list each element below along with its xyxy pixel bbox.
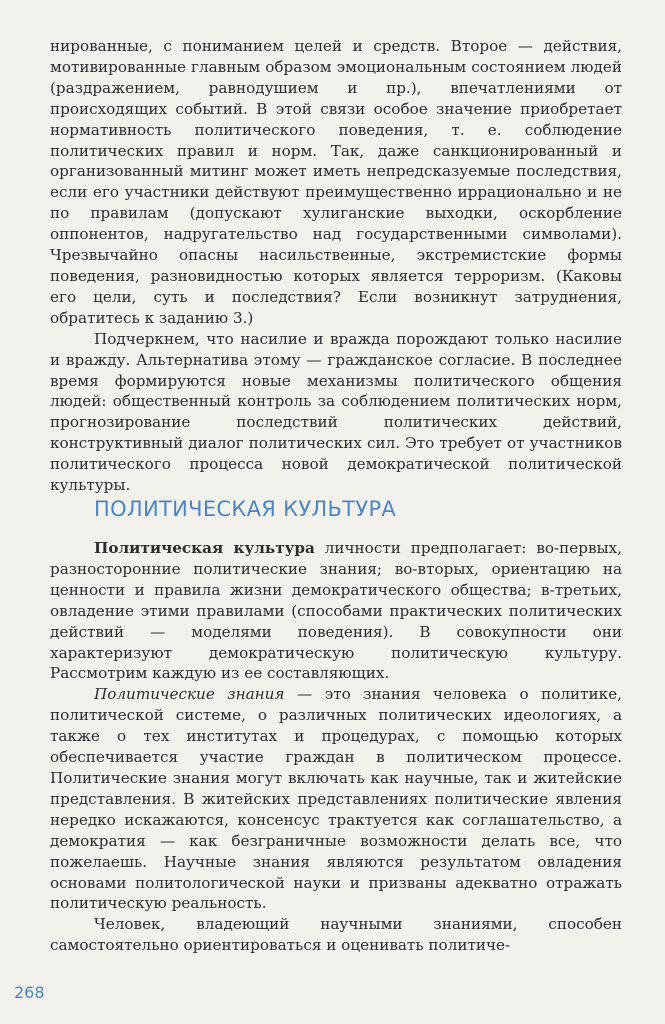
section-heading: ПОЛИТИЧЕСКАЯ КУЛЬТУРА bbox=[94, 497, 397, 521]
text-block-top bbox=[50, 36, 622, 496]
paragraph-scientific-knowledge: Человек, владеющий научными знаниями, способен самостоятельно ориентироваться и оценивать политиче- bbox=[50, 915, 622, 955]
paragraph-political-culture-text: личности предполагает: во-первых, разносторонние политические знания; во-вторых, ориентацию на ценности и правила жизни демократического общества; в-третьих, овладение этими правилами (способами практических политических действий — моделями поведения). В совокупности они характеризуют демократическую политическую культуру. Рассмотрим каждую из ее составляющих. bbox=[50, 539, 623, 683]
paragraph-political-knowledge-text: — это знания человека о политике, политической системе, о различных политических идеологиях, а также о тех институтах и процедурах, с помощью которых обеспечивается участие граждан в политическом процессе. Политические знания могут включать как научные, так и житейские представления. В житейских представлениях политические явления нередко искажаются, консенсус трактуется как соглашательство, а демократия — как безграничные возможности делать все, что пожелаешь. Научные знания являются результатом овладения основами политологической науки и призваны адекватно отражать политическую реальность. bbox=[50, 685, 622, 913]
term-political-culture: Политическая культура bbox=[94, 539, 315, 557]
paragraph-behavior: нированные, с пониманием целей и средств. Второе — действия, мотивированные главным образом эмоциональным состоянием людей (раздражением, равнодушием и пр.), впечатлениями от происходящих событий. В этой связи особое значение приобретает нормативность политического поведения, т. е. соблюдение политических правил и норм. Так, даже санкционированный и организованный митинг может иметь непредсказуемые последствия, если его участники действуют преимущественно иррационально и не по правилам (допускают хулиганские выходки, оскорбление оппонентов, надругательство над государственными символами). Чрезвычайно опасны насильственные, экстремистские формы поведения, разновидностью которых является терроризм. (Каковы его цели, суть и последствия? Если возникнут затруднения, обратитесь к заданию 3.) bbox=[50, 37, 622, 327]
paragraph-political-knowledge bbox=[50, 684, 622, 914]
term-political-knowledge: Политические знания bbox=[94, 685, 285, 704]
page-number: 268 bbox=[14, 983, 45, 1002]
paragraph-violence: Подчеркнем, что насилие и вражда порождают только насилие и вражду. Альтернатива этому — гражданское согласие. В последнее время формируются новые механизмы политического общения людей: общественный контроль за соблюдением политических норм, прогнозирование последствий политических действий, конструктивный диалог политических сил. Это требует от участников политического процесса новой демократической политической культуры. bbox=[50, 329, 622, 495]
text-block-bottom bbox=[50, 538, 622, 956]
paragraph-political-culture bbox=[50, 538, 622, 684]
